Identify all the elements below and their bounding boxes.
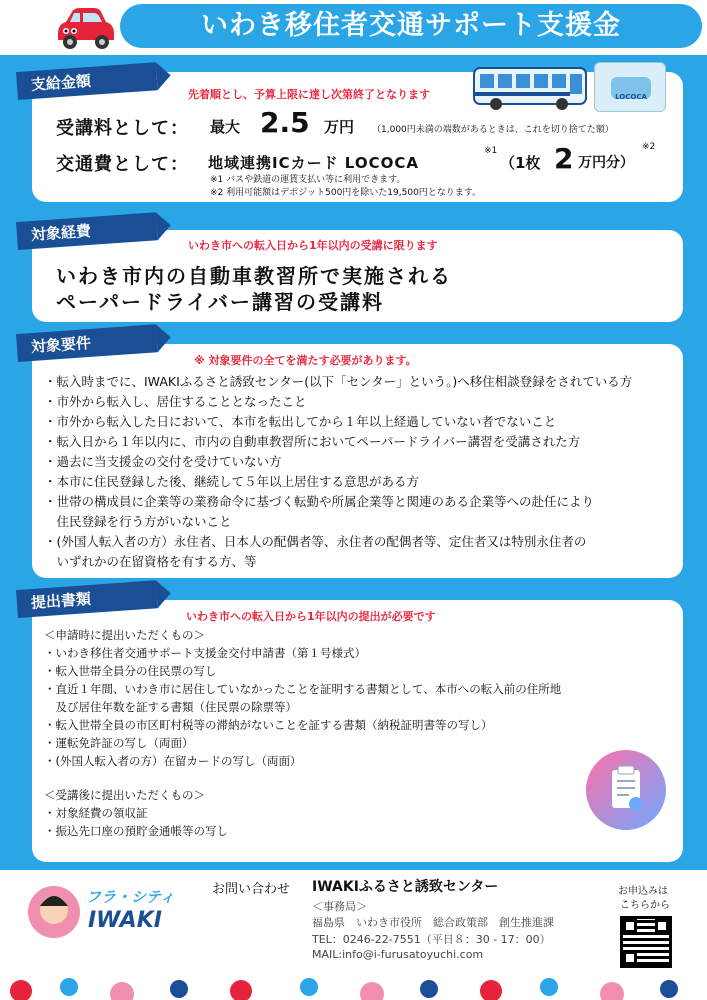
tuition-label: 受講料として：	[56, 118, 189, 139]
hula-city-logo	[22, 876, 175, 946]
list-item: ・対象経費の領収証	[44, 806, 148, 820]
qr-code[interactable]	[620, 916, 672, 968]
section-documents-note: いわき市への転入日から1年以内の提出が必要です	[186, 610, 436, 623]
list-item: ・(外国人転入者の方）永住者、日本人の配偶者等、永住者の配偶者等、定住者又は特別永住者の	[44, 534, 587, 549]
expense-line2: ペーパードライバー講習の受講料	[56, 290, 384, 314]
flower-border	[0, 974, 707, 1000]
documents-group2-title: ＜受講後に提出いただくもの＞	[44, 788, 205, 802]
ribbon-expense: 対象経費	[16, 212, 158, 250]
list-item: ・振込先口座の預貯金通帳等の写し	[44, 824, 228, 838]
contact-org: IWAKIふるさと誘致センター	[312, 879, 499, 895]
bus-icon	[470, 64, 590, 112]
section-expense-note: いわき市への転入日から1年以内の受講に限ります	[188, 239, 438, 252]
transport-label: 交通費として：	[56, 154, 189, 175]
page-title: いわき移住者交通サポート支援金	[120, 4, 702, 48]
logo-text-1: フラ・シティ	[86, 888, 175, 906]
ribbon-documents: 提出書類	[16, 580, 158, 618]
list-item: 及び居住年数を証する書類（住民票の除票等）	[44, 700, 297, 714]
list-item: ・本市に住民登録した後、継続して５年以上居住する意思がある方	[44, 474, 420, 489]
transport-note1: ※1 バスや鉄道の運賃支払い等に利用できます。	[210, 175, 406, 185]
list-item: ・いわき移住者交通サポート支援金交付申請書（第１号様式）	[44, 646, 366, 660]
list-item: 住民登録を行う方がいないこと	[44, 514, 232, 529]
transport-sup2: ※2	[642, 142, 656, 152]
section-amount-note: 先着順とし、予算上限に達し次第終了となります	[188, 88, 430, 101]
list-item: ・(外国人転入者の方）在留カードの写し（両面）	[44, 754, 302, 768]
list-item: ・世帯の構成員に企業等の業務命令に基づく転勤や所属企業等と関連のある企業等への赴任により	[44, 494, 595, 509]
list-item: ・過去に当支援金の交付を受けていない方	[44, 454, 282, 469]
transport-card-text: 地域連携ICカード LOCOCA	[208, 154, 419, 172]
ribbon-requirements: 対象要件	[16, 324, 158, 362]
contact-office: ＜事務局＞	[312, 900, 367, 913]
list-item: ・転入日から１年以内に、市内の自動車教習所においてペーパードライバー講習を受講された方	[44, 434, 581, 449]
apply-text-1: お申込みは	[618, 886, 668, 897]
tuition-note: （1,000円未満の端数があるときは、これを切り捨てた額）	[372, 125, 614, 135]
list-item: ・直近１年間、いわき市に居住していなかったことを証明する書類として、本市への転入前の住所地	[44, 682, 562, 696]
footer	[0, 870, 707, 1000]
contact-address: 福島県 いわき市役所 総合政策部 創生推進課	[312, 916, 554, 929]
transport-note2: ※2 利用可能額はデポジット500円を除いた19,500円となります。	[210, 188, 482, 198]
list-item: いずれかの在留資格を有する方、等	[44, 554, 257, 569]
transport-amount: 2	[554, 142, 574, 175]
contact-label: お問い合わせ	[212, 882, 291, 897]
lococa-card-label: LOCOCA	[615, 93, 647, 101]
section-requirements-card	[32, 344, 683, 578]
list-item: ・転入世帯全員の市区町村税等の滞納がないことを証する書類（納税証明書等の写し）	[44, 718, 493, 732]
transport-sup1: ※1	[484, 146, 498, 156]
section-documents-card	[32, 600, 683, 862]
list-item: ・市外から転入し、居住することとなったこと	[44, 394, 307, 409]
clipboard-icon	[586, 750, 666, 830]
documents-group1-title: ＜申請時に提出いただくもの＞	[44, 628, 205, 642]
tuition-unit: 万円	[324, 118, 355, 136]
contact-mail[interactable]: MAIL:info@i-furusatoyuchi.com	[312, 948, 484, 961]
tuition-amount: 2.5	[260, 106, 310, 139]
transport-unit: 万円分）	[578, 155, 634, 171]
list-item: ・転入時までに、IWAKIふるさと誘致センター(以下「センター」という。)へ移住相談登録をされている方	[44, 374, 633, 389]
transport-open: （1枚	[500, 154, 541, 172]
car-icon	[52, 4, 116, 50]
contact-tel: TEL：0246-22-7551（平日８：30 - 17：00）	[312, 933, 551, 946]
ribbon-amount: 支給金額	[16, 62, 158, 100]
documents-list	[44, 626, 561, 840]
apply-text-2: こちらから	[620, 900, 670, 911]
lococa-card-image	[594, 62, 666, 112]
section-expense-card	[32, 230, 683, 322]
header	[0, 0, 707, 55]
list-item: ・運転免許証の写し（両面）	[44, 736, 194, 750]
list-item: ・市外から転入した日において、本市を転出してから１年以上経過していない者でないこと	[44, 414, 557, 429]
expense-line1: いわき市内の自動車教習所で実施される	[56, 264, 452, 288]
requirements-list	[44, 372, 632, 572]
logo-text-2: IWAKI	[88, 908, 162, 933]
list-item: ・転入世帯全員分の住民票の写し	[44, 664, 217, 678]
tuition-prefix: 最大	[210, 118, 241, 136]
section-requirements-note: ※ 対象要件の全てを満たす必要があります。	[194, 354, 417, 367]
